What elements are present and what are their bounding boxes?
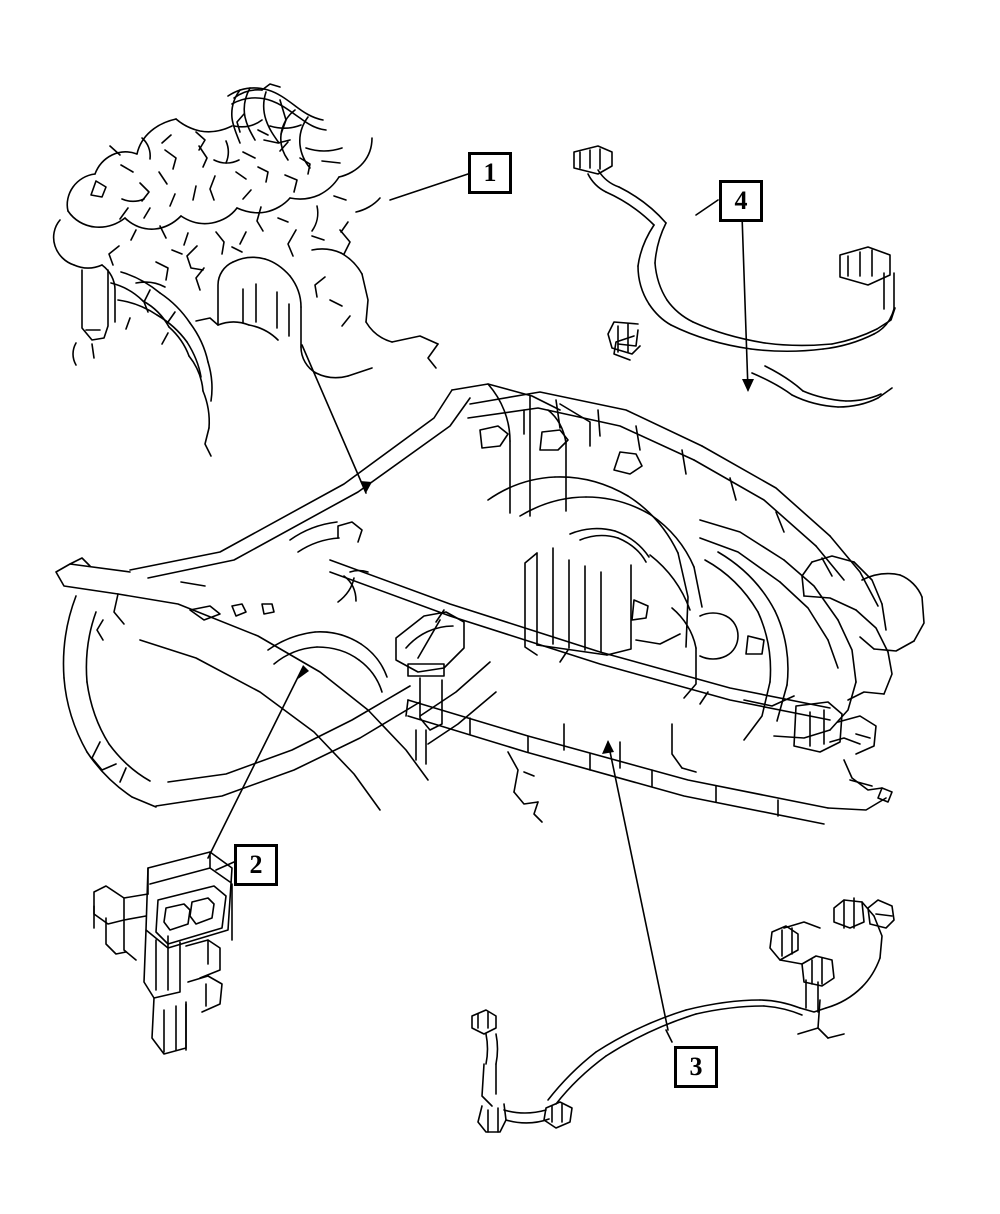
callout-3-label: 3 bbox=[689, 1052, 703, 1081]
callout-4-label: 4 bbox=[734, 186, 748, 215]
callout-2-label: 2 bbox=[249, 850, 263, 879]
leader-line-1 bbox=[390, 174, 468, 200]
callout-1[interactable] bbox=[468, 152, 512, 194]
leader-line-3b bbox=[608, 742, 668, 1030]
vehicle-body-art bbox=[56, 384, 924, 824]
leader-arrow-4 bbox=[742, 379, 754, 392]
callout-2[interactable] bbox=[234, 844, 278, 886]
front-fascia-harness-art bbox=[472, 898, 894, 1132]
leader-line-4 bbox=[696, 200, 718, 215]
callout-3[interactable] bbox=[674, 1046, 718, 1088]
leader-line-3 bbox=[666, 1030, 672, 1042]
callout-4[interactable] bbox=[719, 180, 763, 222]
leader-line-2b bbox=[208, 667, 303, 858]
leader-arrow-3 bbox=[602, 740, 614, 754]
leader-line-4b bbox=[742, 215, 748, 390]
callout-1-label: 1 bbox=[483, 158, 497, 187]
module-bracket-art bbox=[94, 852, 232, 1054]
engine-wiring-harness-art bbox=[54, 84, 438, 456]
leader-line-1b bbox=[302, 345, 366, 493]
